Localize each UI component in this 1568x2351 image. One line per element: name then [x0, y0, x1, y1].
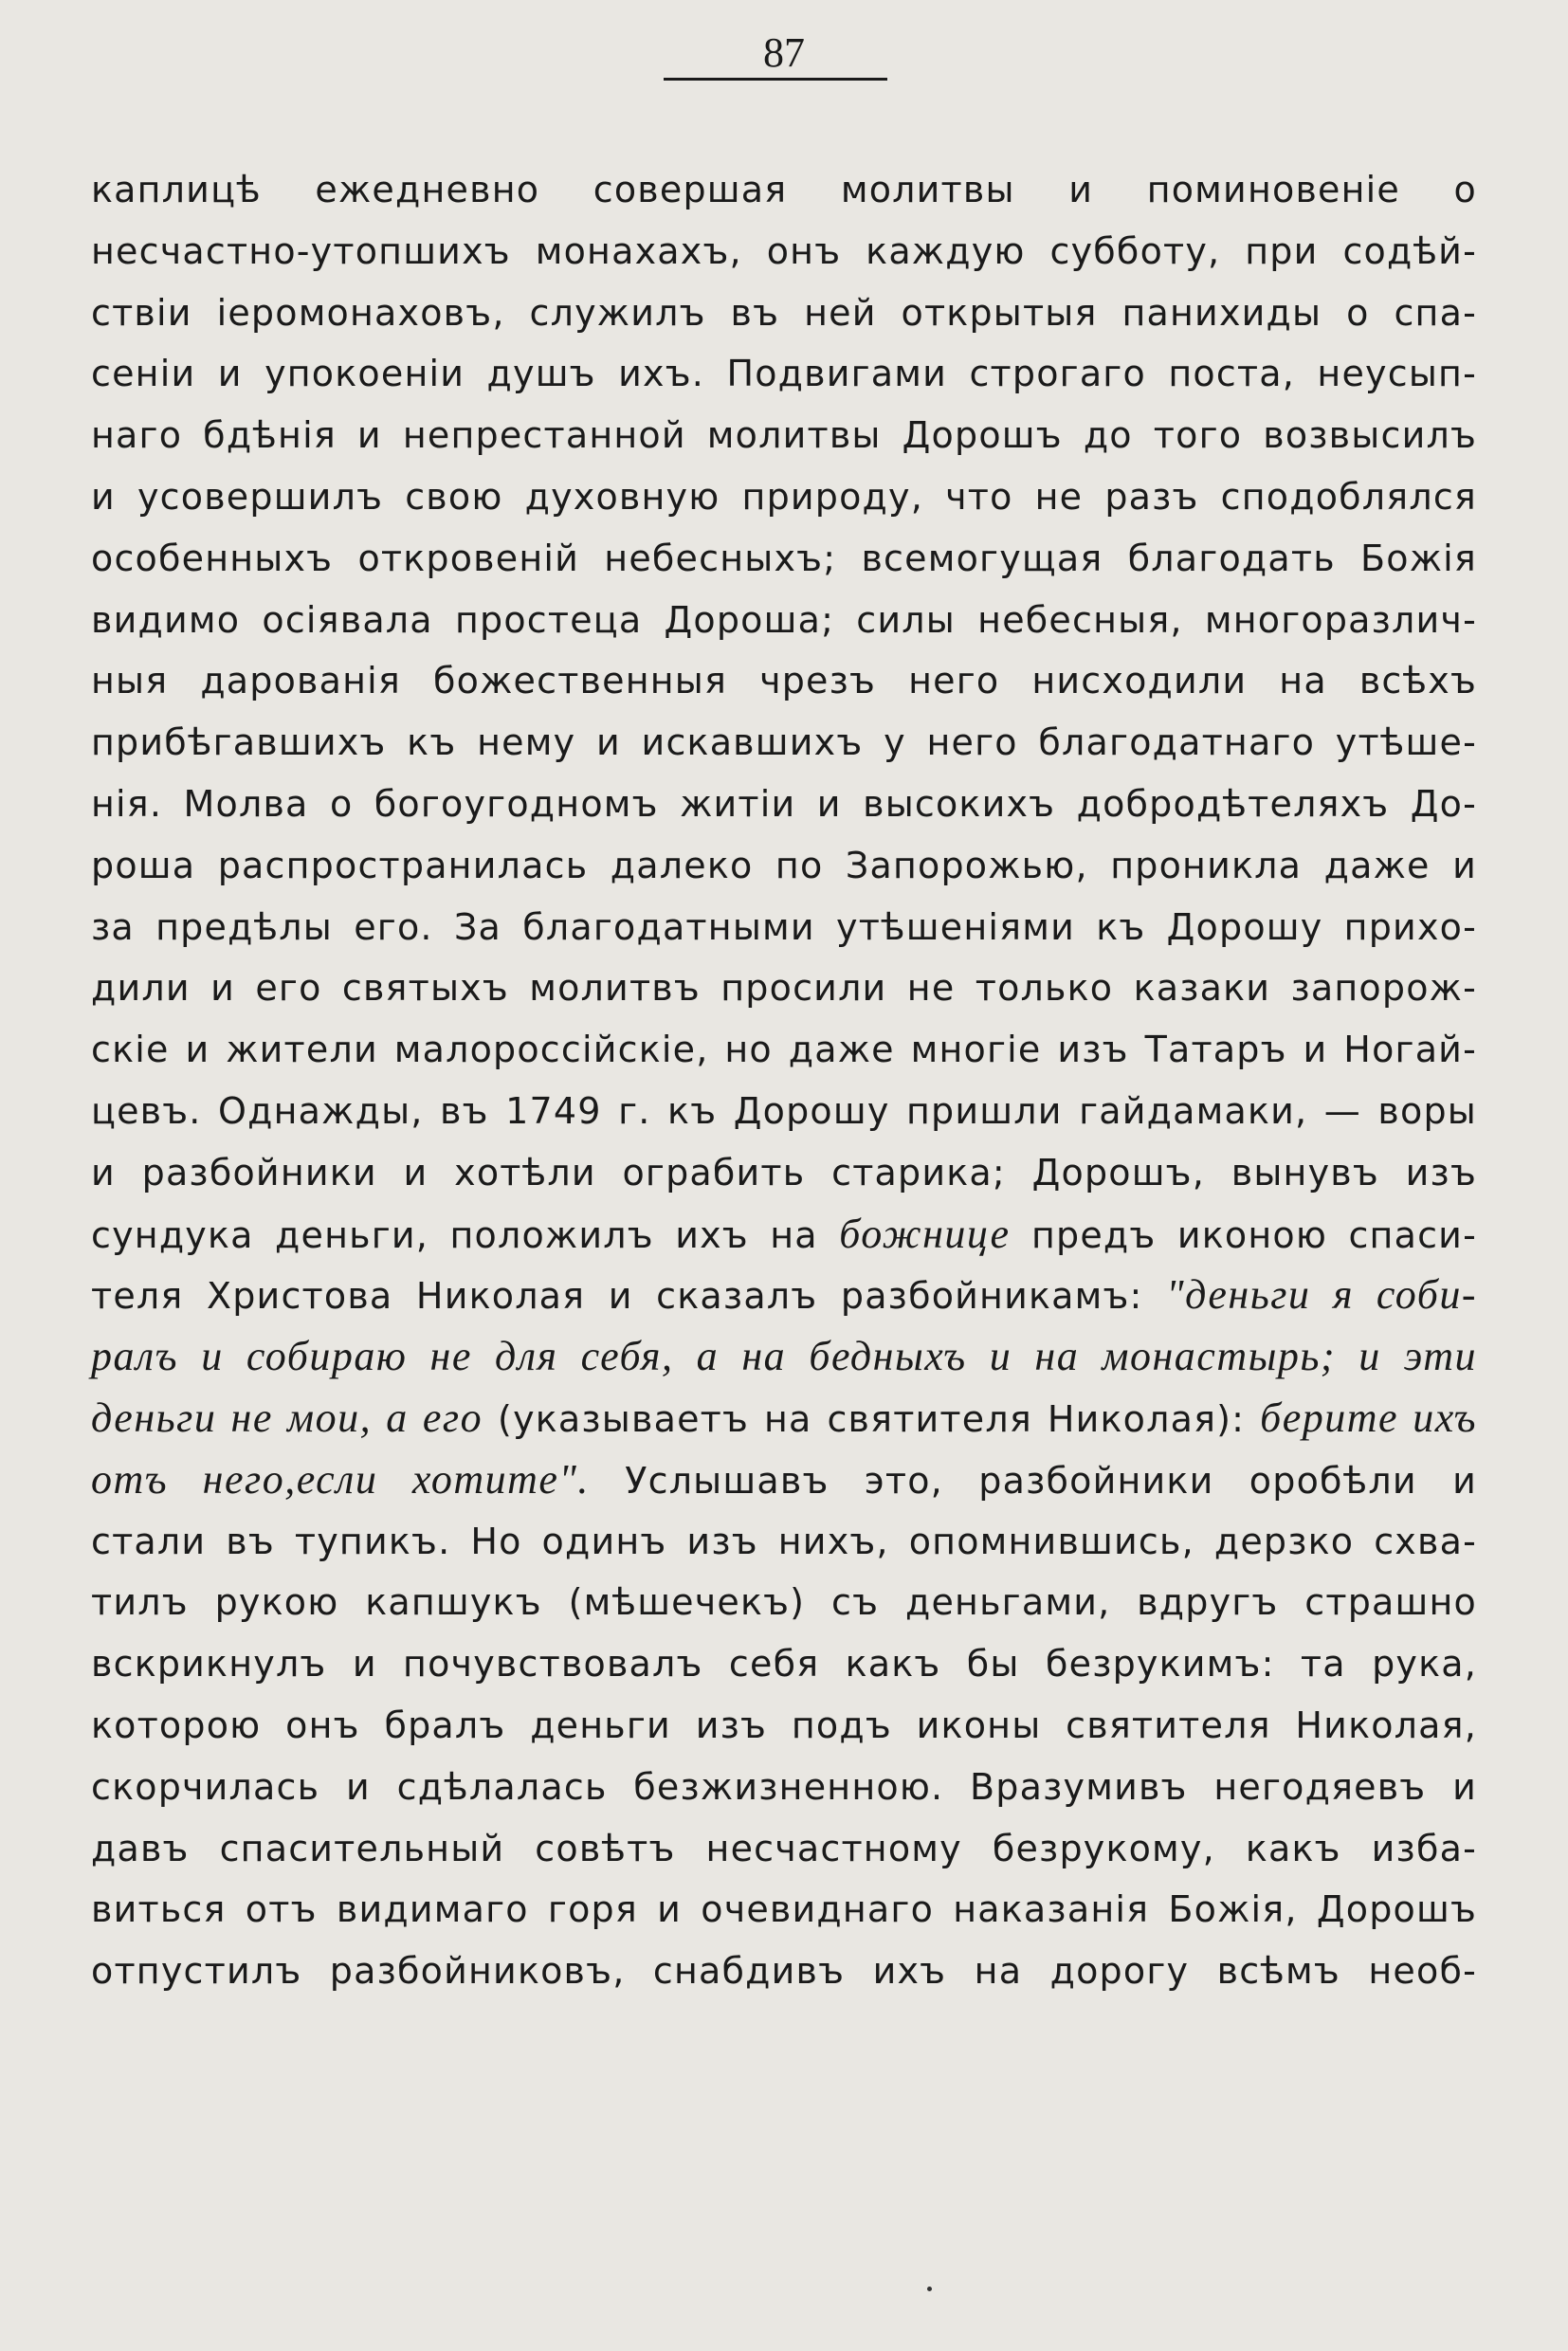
text-line: которою онъ бралъ деньги изъ подъ иконы святителя Николая,	[91, 1704, 1477, 1746]
italic-line: ралъ и собираю не для себя, а на бедныхъ и на монастырь; и эти	[91, 1333, 1477, 1380]
text-line	[91, 1265, 1477, 1326]
italic-run: отъ него,если хотите".	[91, 1455, 590, 1503]
text-line: тилъ рукою капшукъ (мѣшечекъ) съ деньгами, вдругъ страшно	[91, 1581, 1477, 1624]
page-number: 87	[763, 29, 805, 76]
text-line	[91, 1449, 1477, 1511]
text-line: нія. Молва о богоугодномъ житіи и высокихъ добродѣтеляхъ До-	[91, 782, 1477, 825]
text-line: сеніи и упокоеніи душъ ихъ. Подвигами строгаго поста, неусып-	[91, 353, 1477, 395]
text-line: скіе и жители малороссійскіе, но даже многіе изъ Татаръ и Ногай-	[91, 1029, 1477, 1071]
text-line: виться отъ видимаго горя и очевиднаго наказанія Божія, Дорошъ	[91, 1888, 1477, 1931]
text-line: и разбойники и хотѣли ограбить старика; Дорошъ, вынувъ изъ	[91, 1151, 1477, 1194]
text-line: каплицѣ ежедневно совершая молитвы и поминовеніе о	[91, 169, 1477, 210]
text-line: прибѣгавшихъ къ нему и искавшихъ у него благодатнаго утѣше-	[91, 721, 1477, 764]
text-line: наго бдѣнія и непрестанной молитвы Дорошъ до того возвысилъ	[91, 414, 1477, 457]
text-line: ныя дарованія божественныя чрезъ него нисходили на всѣхъ	[91, 660, 1477, 702]
italic-run: "деньги я соби-	[1166, 1271, 1477, 1319]
text-line: и усовершилъ свою духовную природу, что не разъ сподоблялся	[91, 475, 1477, 518]
text-line: отпустилъ разбойниковъ, снабдивъ ихъ на дорогу всѣмъ необ-	[91, 1950, 1477, 1993]
italic-run: деньги не мои, а его	[91, 1394, 483, 1441]
text-line: ствіи іеромонаховъ, служилъ въ ней открытыя панихиды о спа-	[91, 291, 1477, 334]
text-line: особенныхъ откровеній небесныхъ; всемогущая благодать Божія	[91, 537, 1477, 579]
text-run: сундука деньги, положилъ ихъ на	[91, 1213, 818, 1256]
text-line	[91, 1204, 1477, 1266]
text-line: видимо осіявала простеца Дороша; силы небесныя, многоразлич-	[91, 598, 1477, 641]
italic-run: берите ихъ	[1260, 1394, 1477, 1441]
text-run: предъ иконою спаси-	[1030, 1213, 1477, 1256]
text-run: Услышавъ это, разбойники оробѣли и	[625, 1459, 1477, 1502]
text-line: вскрикнулъ и почувствовалъ себя какъ бы безрукимъ: та рука,	[91, 1643, 1477, 1686]
text-line: роша распространилась далеко по Запорожью, проникла даже и	[91, 844, 1477, 886]
page-number-rule	[664, 78, 887, 81]
text-line: стали въ тупикъ. Но одинъ изъ нихъ, опомнившись, дерзко схва-	[91, 1520, 1477, 1562]
text-line: цевъ. Однажды, въ 1749 г. къ Дорошу пришли гайдамаки, — воры	[91, 1089, 1477, 1132]
text-line: несчастно-утопшихъ монахахъ, онъ каждую субботу, при содѣй-	[91, 229, 1477, 272]
text-line	[91, 1388, 1477, 1449]
text-line: за предѣлы его. За благодатными утѣшеніями къ Дорошу прихо-	[91, 905, 1477, 948]
text-line: скорчилась и сдѣлалась безжизненною. Вразумивъ негодяевъ и	[91, 1765, 1477, 1808]
text-line: дили и его святыхъ молитвъ просили не только казаки запорож-	[91, 967, 1477, 1010]
text-line: давъ спасительный совѣтъ несчастному безрукому, какъ изба-	[91, 1827, 1477, 1869]
print-speck	[927, 2287, 932, 2291]
italic-run: божнице	[839, 1210, 1011, 1257]
text-run: (указываетъ на святителя Николая):	[498, 1397, 1246, 1440]
text-run: теля Христова Николая и сказалъ разбойникамъ:	[91, 1275, 1143, 1318]
body-text	[91, 159, 1477, 2002]
